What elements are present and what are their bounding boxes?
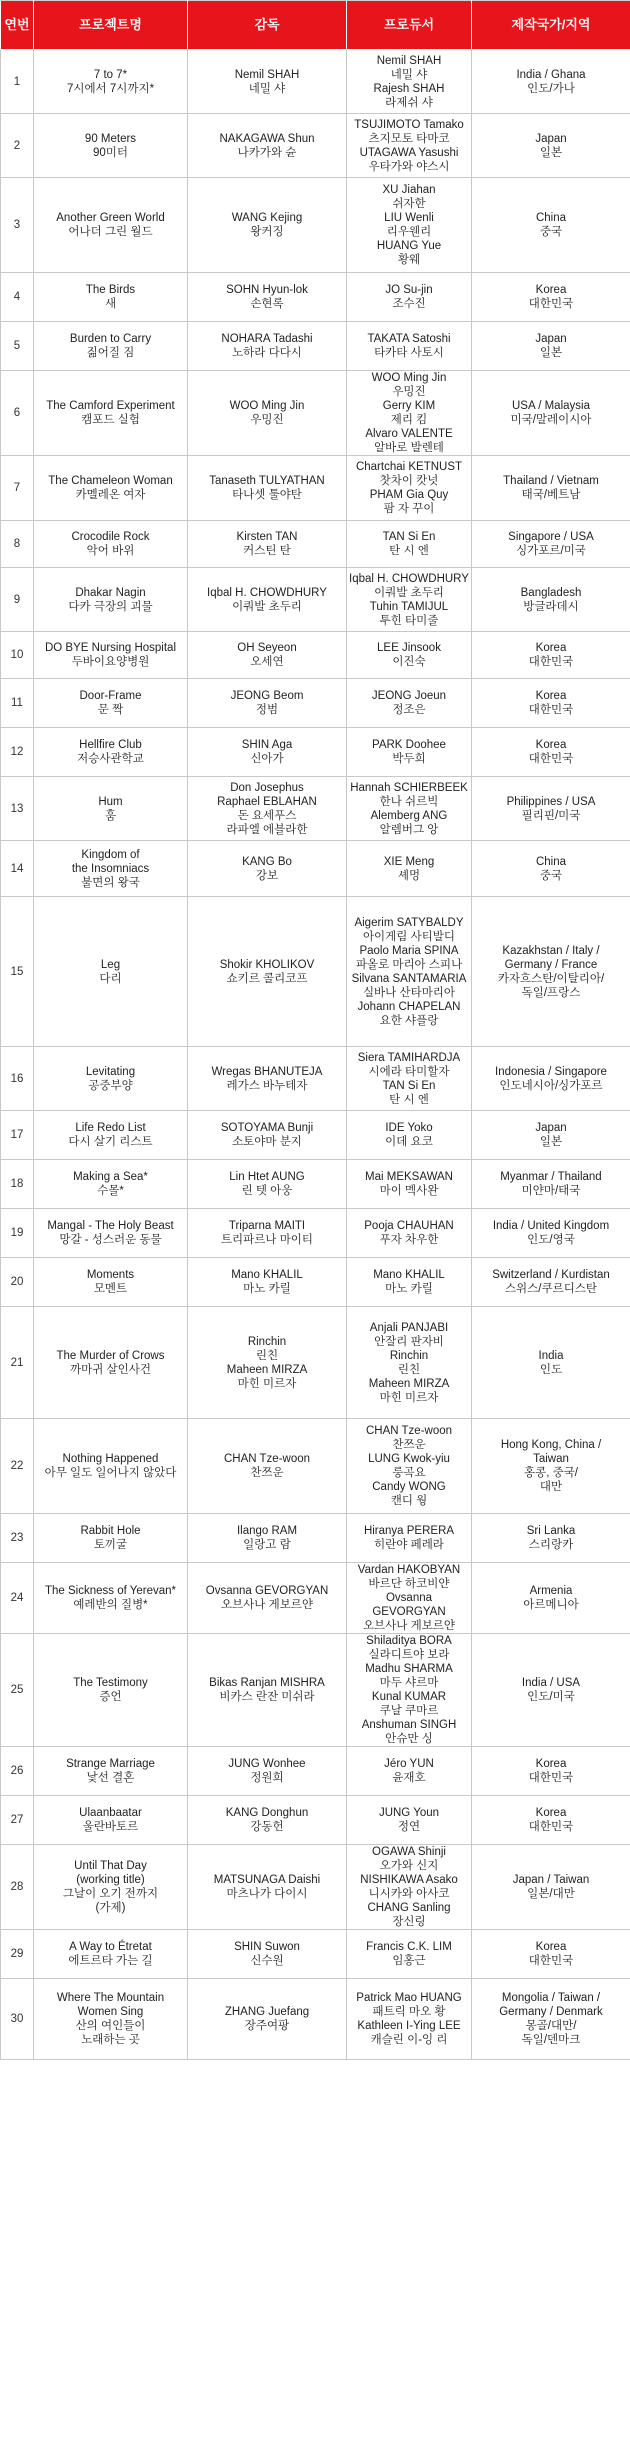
cell-producer: Hannah SCHIERBEEK 한나 쉬르빅 Alemberg ANG 알렘버그 앙: [347, 777, 472, 841]
table-row: [1, 568, 630, 632]
table-header: [1, 1, 630, 50]
table-row: [1, 1845, 630, 1930]
cell-producer: PARK Doohee 박두희: [347, 728, 472, 777]
table-row: [1, 1747, 630, 1796]
cell-director: Ilango RAM 일랑고 람: [188, 1514, 347, 1563]
cell-project-title: Levitating 공중부양: [34, 1047, 188, 1111]
cell-producer: XIE Meng 셰멍: [347, 841, 472, 897]
cell-project-title: 7 to 7* 7시에서 7시까지*: [34, 50, 188, 114]
table-row: [1, 1111, 630, 1160]
cell-producer: Siera TAMIHARDJA 시에라 타미할자 TAN Si En 탄 시 엔: [347, 1047, 472, 1111]
cell-director: CHAN Tze-woon 찬쯔운: [188, 1419, 347, 1514]
cell-project-title: Kingdom of the Insomniacs 불면의 왕국: [34, 841, 188, 897]
cell-project-title: Dhakar Nagin 다카 극장의 괴물: [34, 568, 188, 632]
table-row: [1, 1209, 630, 1258]
cell-number: 1: [1, 50, 34, 114]
cell-country: Singapore / USA 싱가포르/미국: [472, 521, 630, 568]
cell-producer: Jéro YUN 윤재호: [347, 1747, 472, 1796]
cell-number: 4: [1, 273, 34, 322]
cell-producer: Chartchai KETNUST 찻차이 캇넛 PHAM Gia Quy 팜 자 꾸이: [347, 456, 472, 521]
cell-country: Sri Lanka 스리랑카: [472, 1514, 630, 1563]
cell-number: 7: [1, 456, 34, 521]
cell-director: SOHN Hyun-lok 손현록: [188, 273, 347, 322]
table-row: [1, 1930, 630, 1979]
cell-producer: OGAWA Shinji 오가와 신지 NISHIKAWA Asako 니시카와 아사코 CHANG Sanling 장신링: [347, 1845, 472, 1930]
cell-project-title: Where The Mountain Women Sing 산의 여인들이 노래하는 곳: [34, 1979, 188, 2060]
cell-project-title: Burden to Carry 짊어질 짐: [34, 322, 188, 371]
cell-country: Korea 대한민국: [472, 632, 630, 679]
cell-director: JUNG Wonhee 정원희: [188, 1747, 347, 1796]
cell-director: Lin Htet AUNG 린 텟 아웅: [188, 1160, 347, 1209]
cell-producer: Mano KHALIL 마노 카릴: [347, 1258, 472, 1307]
cell-project-title: Rabbit Hole 토끼굴: [34, 1514, 188, 1563]
cell-director: Mano KHALIL 마노 카릴: [188, 1258, 347, 1307]
cell-director: Kirsten TAN 커스틴 탄: [188, 521, 347, 568]
cell-producer: TAKATA Satoshi 타카타 사토시: [347, 322, 472, 371]
cell-project-title: The Sickness of Yerevan* 예레반의 질병*: [34, 1563, 188, 1634]
cell-number: 28: [1, 1845, 34, 1930]
cell-number: 20: [1, 1258, 34, 1307]
cell-number: 6: [1, 371, 34, 456]
cell-producer: Nemil SHAH 네밀 샤 Rajesh SHAH 라제쉬 샤: [347, 50, 472, 114]
cell-director: SHIN Aga 신아가: [188, 728, 347, 777]
cell-number: 29: [1, 1930, 34, 1979]
cell-project-title: The Chameleon Woman 카멜레온 여자: [34, 456, 188, 521]
cell-producer: Aigerim SATYBALDY 아이게림 사티발디 Paolo Maria SPINA 파올로 마리아 스피나 Silvana SANTAMARIA 실바나 산타마리아 Johann CHAPELAN 요한 샤플랑: [347, 897, 472, 1047]
cell-country: India / Ghana 인도/가나: [472, 50, 630, 114]
cell-director: KANG Bo 강보: [188, 841, 347, 897]
cell-project-title: 90 Meters 90미터: [34, 114, 188, 178]
cell-country: Korea 대한민국: [472, 728, 630, 777]
cell-producer: Vardan HAKOBYAN 바르단 하코비얀 Ovsanna GEVORGYAN 오브사나 게보르얀: [347, 1563, 472, 1634]
cell-country: Korea 대한민국: [472, 273, 630, 322]
cell-number: 19: [1, 1209, 34, 1258]
cell-number: 30: [1, 1979, 34, 2060]
cell-number: 10: [1, 632, 34, 679]
cell-number: 18: [1, 1160, 34, 1209]
header-number: 연번: [1, 1, 34, 50]
cell-producer: IDE Yoko 이데 요코: [347, 1111, 472, 1160]
cell-number: 3: [1, 178, 34, 273]
cell-country: Japan 일본: [472, 1111, 630, 1160]
cell-producer: Francis C.K. LIM 임홍근: [347, 1930, 472, 1979]
cell-number: 8: [1, 521, 34, 568]
cell-producer: Iqbal H. CHOWDHURY 이쿼발 초두리 Tuhin TAMIJUL 투힌 타미줄: [347, 568, 472, 632]
cell-country: Thailand / Vietnam 태국/베트남: [472, 456, 630, 521]
cell-country: Japan 일본: [472, 322, 630, 371]
table-row: [1, 456, 630, 521]
cell-number: 5: [1, 322, 34, 371]
header-project-title: 프로젝트명: [34, 1, 188, 50]
header-country-region: 제작국가/지역: [472, 1, 630, 50]
table-row: [1, 1979, 630, 2060]
table-row: [1, 114, 630, 178]
cell-project-title: Nothing Happened 아무 일도 일어나지 않았다: [34, 1419, 188, 1514]
cell-director: MATSUNAGA Daishi 마츠나가 다이시: [188, 1845, 347, 1930]
cell-number: 11: [1, 679, 34, 728]
cell-director: KANG Donghun 강동헌: [188, 1796, 347, 1845]
table-row: [1, 322, 630, 371]
cell-director: Wregas BHANUTEJA 레가스 바누테자: [188, 1047, 347, 1111]
cell-director: ZHANG Juefang 장주여팡: [188, 1979, 347, 2060]
cell-country: India / United Kingdom 인도/영국: [472, 1209, 630, 1258]
cell-producer: CHAN Tze-woon 찬쯔운 LUNG Kwok-yiu 룽곡요 Candy WONG 캔디 웡: [347, 1419, 472, 1514]
cell-country: Armenia 아르메니아: [472, 1563, 630, 1634]
cell-project-title: Another Green World 어나더 그린 월드: [34, 178, 188, 273]
cell-director: Ovsanna GEVORGYAN 오브사나 게보르얀: [188, 1563, 347, 1634]
cell-producer: JO Su-jin 조수진: [347, 273, 472, 322]
cell-director: Shokir KHOLIKOV 쇼키르 콜리코프: [188, 897, 347, 1047]
cell-country: USA / Malaysia 미국/말레이시아: [472, 371, 630, 456]
cell-director: NAKAGAWA Shun 나카가와 슌: [188, 114, 347, 178]
cell-director: NOHARA Tadashi 노하라 다다시: [188, 322, 347, 371]
cell-country: Myanmar / Thailand 미얀마/태국: [472, 1160, 630, 1209]
cell-country: Philippines / USA 필리핀/미국: [472, 777, 630, 841]
cell-country: India / USA 인도/미국: [472, 1634, 630, 1747]
cell-country: Kazakhstan / Italy / Germany / France 카자흐스탄/이탈리아/ 독일/프랑스: [472, 897, 630, 1047]
cell-director: Rinchin 린친 Maheen MIRZA 마힌 미르자: [188, 1307, 347, 1419]
cell-director: OH Seyeon 오세연: [188, 632, 347, 679]
cell-country: Indonesia / Singapore 인도네시아/싱가포르: [472, 1047, 630, 1111]
cell-number: 17: [1, 1111, 34, 1160]
cell-project-title: The Camford Experiment 캠포드 실험: [34, 371, 188, 456]
cell-country: China 중국: [472, 841, 630, 897]
cell-director: SHIN Suwon 신수원: [188, 1930, 347, 1979]
cell-number: 25: [1, 1634, 34, 1747]
cell-producer: Mai MEKSAWAN 마이 멕사완: [347, 1160, 472, 1209]
table-row: [1, 632, 630, 679]
table-row: [1, 1514, 630, 1563]
table-row: [1, 679, 630, 728]
cell-project-title: Strange Marriage 낯선 결혼: [34, 1747, 188, 1796]
cell-project-title: Mangal - The Holy Beast 망갈 - 성스러운 동물: [34, 1209, 188, 1258]
table-row: [1, 841, 630, 897]
cell-project-title: Door-Frame 문 짝: [34, 679, 188, 728]
cell-country: Japan / Taiwan 일본/대만: [472, 1845, 630, 1930]
table-row: [1, 371, 630, 456]
cell-producer: WOO Ming Jin 우밍진 Gerry KIM 제리 킴 Alvaro VALENTE 알바로 발렌테: [347, 371, 472, 456]
cell-project-title: The Birds 새: [34, 273, 188, 322]
cell-number: 16: [1, 1047, 34, 1111]
cell-director: Triparna MAITI 트리파르나 마이티: [188, 1209, 347, 1258]
cell-project-title: Making a Sea* 수몰*: [34, 1160, 188, 1209]
table-row: [1, 521, 630, 568]
cell-project-title: Moments 모멘트: [34, 1258, 188, 1307]
cell-number: 15: [1, 897, 34, 1047]
cell-director: Tanaseth TULYATHAN 타나셋 툴야탄: [188, 456, 347, 521]
table-body: [1, 50, 630, 2060]
cell-country: Japan 일본: [472, 114, 630, 178]
cell-project-title: Life Redo List 다시 살기 리스트: [34, 1111, 188, 1160]
cell-director: WOO Ming Jin 우밍진: [188, 371, 347, 456]
cell-director: JEONG Beom 정범: [188, 679, 347, 728]
cell-producer: XU Jiahan 쉬자한 LIU Wenli 리우웬리 HUANG Yue 황웨: [347, 178, 472, 273]
cell-director: Don Josephus Raphael EBLAHAN 돈 요세푸스 라파엘 에블라한: [188, 777, 347, 841]
cell-number: 27: [1, 1796, 34, 1845]
cell-producer: JEONG Joeun 정조은: [347, 679, 472, 728]
table-row: [1, 1047, 630, 1111]
cell-project-title: Hellfire Club 저승사관학교: [34, 728, 188, 777]
cell-director: Bikas Ranjan MISHRA 비카스 란잔 미쉬라: [188, 1634, 347, 1747]
table-row: [1, 1563, 630, 1634]
cell-director: Nemil SHAH 네밀 샤: [188, 50, 347, 114]
cell-producer: Hiranya PERERA 히란야 페레라: [347, 1514, 472, 1563]
header-row: [1, 1, 630, 50]
cell-producer: Patrick Mao HUANG 패트릭 마오 황 Kathleen I-Ying LEE 캐슬린 이-잉 리: [347, 1979, 472, 2060]
cell-number: 21: [1, 1307, 34, 1419]
cell-project-title: The Murder of Crows 까마귀 살인사건: [34, 1307, 188, 1419]
header-director: 감독: [188, 1, 347, 50]
cell-country: Korea 대한민국: [472, 1796, 630, 1845]
table-row: [1, 777, 630, 841]
cell-number: 23: [1, 1514, 34, 1563]
cell-number: 14: [1, 841, 34, 897]
table-row: [1, 1796, 630, 1845]
table-row: [1, 1419, 630, 1514]
cell-number: 24: [1, 1563, 34, 1634]
cell-project-title: The Testimony 증언: [34, 1634, 188, 1747]
cell-number: 22: [1, 1419, 34, 1514]
cell-number: 9: [1, 568, 34, 632]
cell-country: Korea 대한민국: [472, 1747, 630, 1796]
cell-project-title: Crocodile Rock 악어 바위: [34, 521, 188, 568]
cell-producer: TAN Si En 탄 시 엔: [347, 521, 472, 568]
cell-number: 12: [1, 728, 34, 777]
header-producer: 프로듀서: [347, 1, 472, 50]
cell-project-title: Ulaanbaatar 울란바토르: [34, 1796, 188, 1845]
cell-country: Switzerland / Kurdistan 스위스/쿠르디스탄: [472, 1258, 630, 1307]
cell-country: India 인도: [472, 1307, 630, 1419]
cell-number: 26: [1, 1747, 34, 1796]
cell-producer: Shiladitya BORA 실라디트야 보라 Madhu SHARMA 마두 샤르마 Kunal KUMAR 쿠날 쿠마르 Anshuman SINGH 안슈만 싱: [347, 1634, 472, 1747]
cell-director: Iqbal H. CHOWDHURY 이쿼발 초두리: [188, 568, 347, 632]
cell-director: SOTOYAMA Bunji 소토야마 분지: [188, 1111, 347, 1160]
cell-project-title: A Way to Étretat 에트르타 가는 길: [34, 1930, 188, 1979]
table-row: [1, 728, 630, 777]
cell-producer: TSUJIMOTO Tamako 츠지모토 타마코 UTAGAWA Yasushi 우타가와 야스시: [347, 114, 472, 178]
table-row: [1, 1258, 630, 1307]
table-row: [1, 50, 630, 114]
cell-producer: JUNG Youn 정연: [347, 1796, 472, 1845]
cell-country: Mongolia / Taiwan / Germany / Denmark 몽골/대만/ 독일/덴마크: [472, 1979, 630, 2060]
cell-producer: Anjali PANJABI 안잘리 판자비 Rinchin 린친 Maheen MIRZA 마힌 미르자: [347, 1307, 472, 1419]
cell-producer: Pooja CHAUHAN 푸자 차우한: [347, 1209, 472, 1258]
cell-country: Hong Kong, China / Taiwan 홍콩, 중국/ 대만: [472, 1419, 630, 1514]
cell-project-title: DO BYE Nursing Hospital 두바이요양병원: [34, 632, 188, 679]
cell-country: Korea 대한민국: [472, 679, 630, 728]
cell-number: 13: [1, 777, 34, 841]
cell-country: Korea 대한민국: [472, 1930, 630, 1979]
cell-project-title: Until That Day (working title) 그날이 오기 전까지 (가제): [34, 1845, 188, 1930]
cell-project-title: Hum 훔: [34, 777, 188, 841]
table-row: [1, 178, 630, 273]
cell-director: WANG Kejing 왕커징: [188, 178, 347, 273]
cell-country: China 중국: [472, 178, 630, 273]
table-row: [1, 897, 630, 1047]
cell-number: 2: [1, 114, 34, 178]
cell-country: Bangladesh 방글라데시: [472, 568, 630, 632]
table-row: [1, 1634, 630, 1747]
table-row: [1, 1307, 630, 1419]
cell-project-title: Leg 다리: [34, 897, 188, 1047]
cell-producer: LEE Jinsook 이진숙: [347, 632, 472, 679]
table-row: [1, 1160, 630, 1209]
table-row: [1, 273, 630, 322]
